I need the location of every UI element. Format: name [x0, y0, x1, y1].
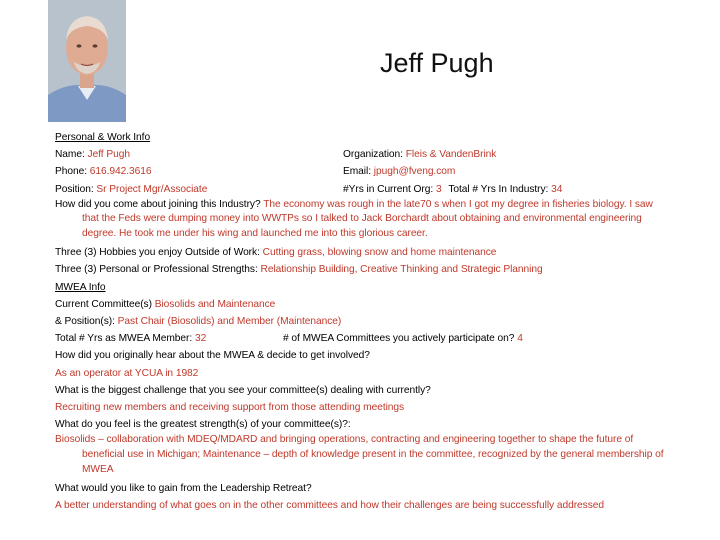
retreat-question: What would you like to gain from the Leadership Retreat?: [55, 482, 312, 494]
industry-answer: The economy was rough in the late70 s when I got my degree in fisheries biology. I saw that the Feds were dumping money into WWTPs so I talked to Jack Borchardt about obtaining and environmental engineering degree. He took me under his wing and launched me into this glorious career.: [82, 198, 653, 239]
committee-value: Biosolids and Maintenance: [154, 298, 276, 310]
hear-answer: As an operator at YCUA in 1982: [55, 367, 199, 379]
org-value: Fleis & VandenBrink: [405, 149, 497, 161]
email-label: Email:: [343, 166, 372, 178]
industry-question-row: [55, 198, 665, 242]
challenge-answer: Recruiting new members and receiving support from those attending meetings: [55, 402, 405, 414]
yrs-org-value: 3: [435, 183, 442, 195]
industry-question: How did you come about joining this Industry?: [55, 198, 261, 210]
committees-count-label: # of MWEA Committees you actively participate on?: [283, 333, 515, 345]
personal-section-header: Personal & Work Info: [55, 132, 151, 143]
page-title: Jeff Pugh: [380, 48, 494, 78]
profile-body: [55, 129, 665, 514]
hobbies-label: Three (3) Hobbies you enjoy Outside of Work:: [55, 247, 260, 259]
member-yrs-label: Total # Yrs as MWEA Member:: [55, 333, 193, 345]
yrs-industry-label: Total # Yrs In Industry:: [448, 183, 549, 195]
name-label: Name:: [55, 149, 85, 161]
yrs-org-label: #Yrs in Current Org:: [343, 183, 434, 195]
committee-row: [55, 296, 665, 313]
org-label: Organization:: [343, 149, 403, 161]
position-years-row: [55, 181, 665, 198]
email-value: jpugh@fveng.com: [373, 166, 456, 178]
portrait-image: [48, 0, 126, 122]
phone-label: Phone:: [55, 166, 87, 178]
member-yrs-value: 32: [194, 333, 207, 345]
position-value: Sr Project Mgr/Associate: [96, 183, 208, 195]
strengths-row: [55, 261, 665, 278]
hobbies-row: [55, 244, 665, 261]
phone-email-row: [55, 163, 665, 180]
positions-label: & Position(s):: [55, 316, 115, 327]
mwea-section-header: MWEA Info: [55, 281, 106, 293]
hobbies-value: Cutting grass, blowing snow and home maintenance: [262, 247, 497, 259]
position-label: Position:: [55, 183, 94, 195]
positions-row: [55, 313, 665, 330]
retreat-answer: A better understanding of what goes on in the other committees and how their challenges are being successfully addressed: [55, 500, 604, 511]
strengths-label: Three (3) Personal or Professional Strengths:: [55, 264, 258, 276]
phone-value: 616.942.3616: [89, 166, 152, 178]
name-org-row: [55, 146, 665, 163]
committee-label: Current Committee(s): [55, 298, 152, 310]
profile-photo: [48, 0, 126, 122]
member-years-row: [55, 330, 665, 347]
name-value: Jeff Pugh: [87, 149, 130, 161]
strength-answer: Biosolids – collaboration with MDEQ/MDARD and bringing operations, contracting and engineering together to shape the future of beneficial use in Michigan; Maintenance – depth of knowledge present in the committee, recognized by the general membership of MWEA: [55, 434, 664, 475]
hear-question: How did you originally hear about the MWEA & decide to get involved?: [55, 350, 370, 362]
positions-value: Past Chair (Biosolids) and Member (Maintenance): [117, 316, 342, 327]
committees-count-value: 4: [517, 333, 523, 345]
strength-question: What do you feel is the greatest strength(s) of your committee(s)?:: [55, 419, 351, 431]
strengths-value: Relationship Building, Creative Thinking and Strategic Planning: [260, 264, 543, 276]
challenge-question: What is the biggest challenge that you see your committee(s) dealing with currently?: [55, 384, 431, 396]
yrs-industry-value: 34: [551, 183, 563, 195]
